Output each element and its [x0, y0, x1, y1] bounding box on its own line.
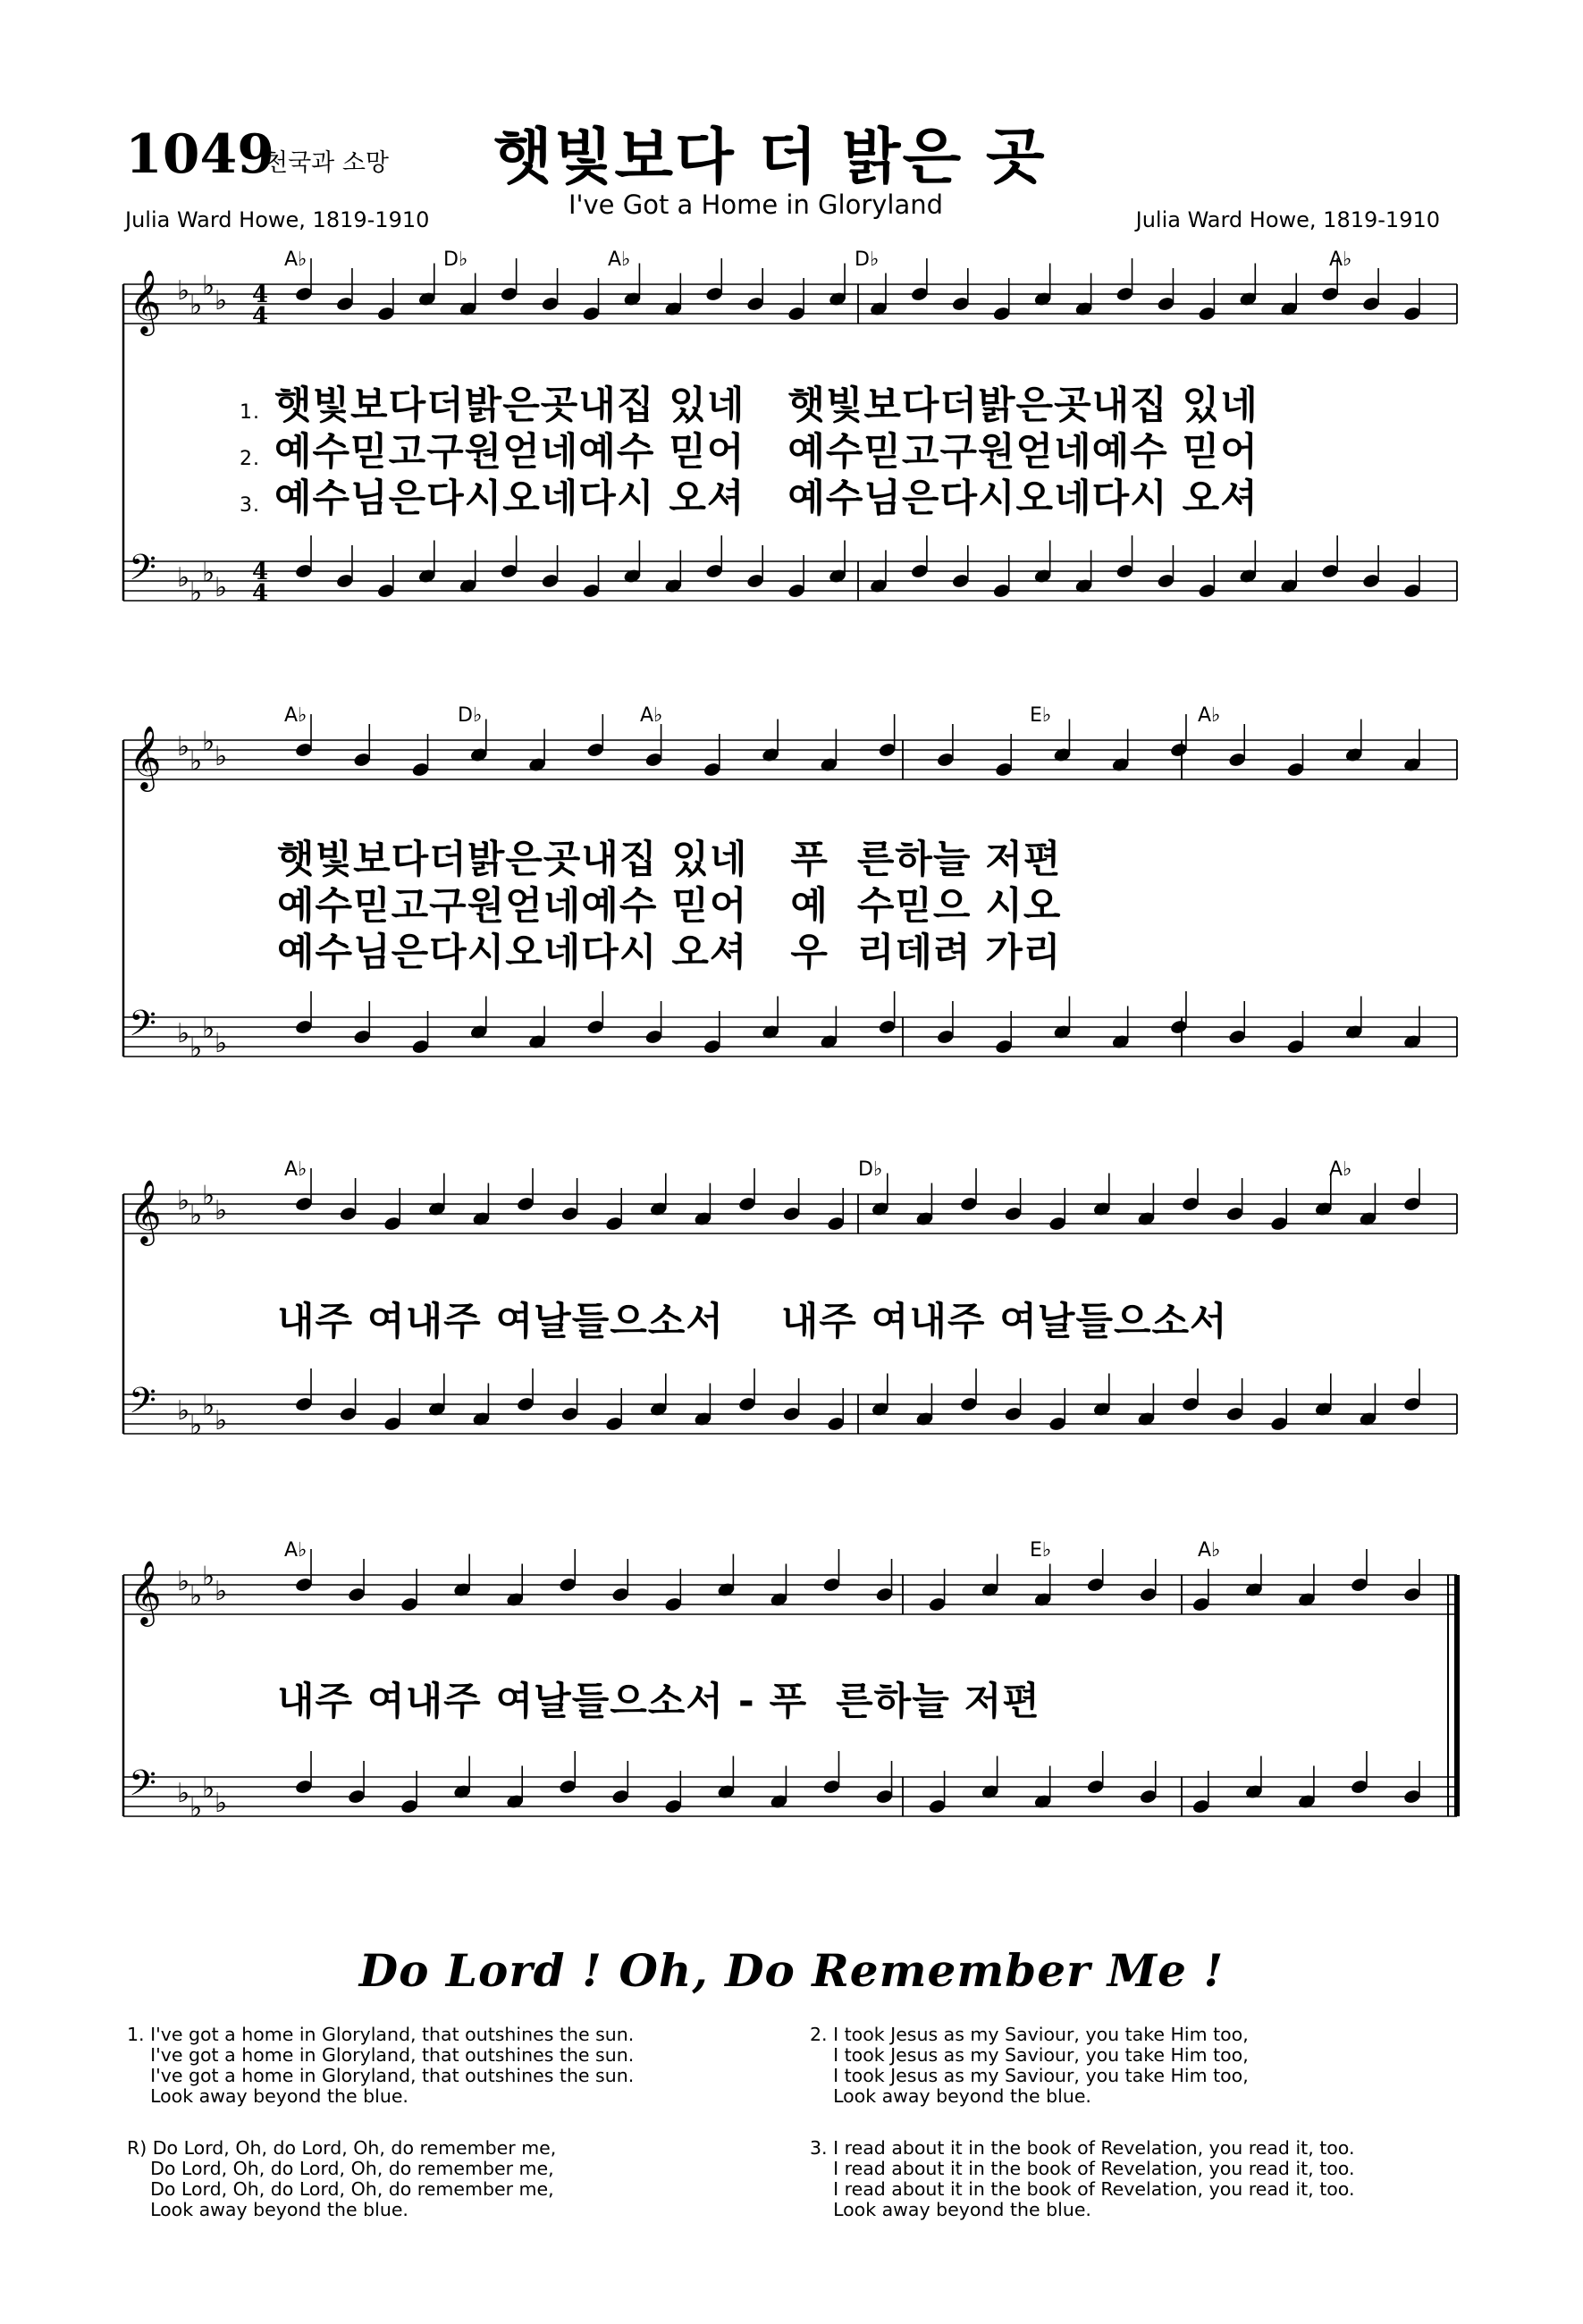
lyric-line: 2. 예수믿고구원얻네예수 믿어 예수믿고구원얻네예수 믿어: [240, 430, 1259, 475]
treble-clef: 𝄞: [129, 1559, 162, 1624]
subtitle: Do Lord ! Oh, Do Remember Me !: [358, 1944, 1225, 1997]
chord-symbol: D♭: [858, 1158, 883, 1181]
flat-sign: ♭: [202, 1180, 215, 1212]
flat-sign: ♭: [177, 731, 190, 762]
english-refrain: R) Do Lord, Oh, do Lord, Oh, do remember me, Do Lord, Oh, do Lord, Oh, do remember me, Do Lord, Oh, do Lord, Oh, do remember me, Look away beyond the blue.: [127, 2137, 557, 2220]
time-signature: 4: [252, 580, 269, 607]
chord-symbol: D♭: [855, 248, 880, 271]
flat-sign: ♭: [202, 726, 215, 758]
chord-symbol: A♭: [640, 704, 663, 727]
flat-sign: ♭: [202, 1390, 215, 1422]
flat-sign: ♭: [189, 1200, 203, 1232]
flat-sign: ♭: [189, 1410, 203, 1442]
flat-sign: ♭: [215, 1405, 228, 1436]
lyric-line: 예수믿고구원얻네예수 믿어 예 수믿으 시오: [277, 884, 1062, 929]
flat-sign: ♭: [215, 285, 228, 316]
flat-sign: ♭: [202, 1561, 215, 1593]
chord-symbol: A♭: [1198, 1539, 1221, 1562]
flat-sign: ♭: [215, 572, 228, 603]
chord-symbol: A♭: [284, 1539, 307, 1562]
flat-sign: ♭: [202, 557, 215, 589]
flat-sign: ♭: [202, 1772, 215, 1805]
time-signature: 4: [252, 559, 269, 585]
chord-symbol: A♭: [284, 704, 307, 727]
lyric-line: 1. 햇빛보다더밝은곳내집 있네 햇빛보다더밝은곳내집 있네: [240, 383, 1259, 428]
bass-clef: 𝄢: [129, 547, 156, 597]
lyric-line: 내주 여내주 여날들으소서 내주 여내주 여날들으소서: [277, 1300, 1228, 1344]
bass-clef: 𝄢: [129, 1003, 156, 1053]
flat-sign: ♭: [177, 562, 190, 594]
time-signature: 4: [252, 303, 269, 330]
english-verse-3: 3. I read about it in the book of Revelation, you read it, too. I read about it in the book of Revelation, you read it, too. I read about it in the book of Revelation, you read it, too. Look away beyond the blue.: [810, 2137, 1355, 2220]
english-verse-1: 1. I've got a home in Gloryland, that outshines the sun. I've got a home in Gloryland, that outshines the sun. I've got a home in Gloryland, that outshines the sun. Look away beyond the blue.: [127, 2024, 635, 2107]
flat-sign: ♭: [189, 745, 203, 778]
flat-sign: ♭: [189, 290, 203, 322]
english-verse-2: 2. I took Jesus as my Saviour, you take Him too, I took Jesus as my Saviour, you take Him too, I took Jesus as my Saviour, you take Him too, Look away beyond the blue.: [810, 2024, 1249, 2107]
lyric-line: 3. 예수님은다시오네다시 오셔 예수님은다시오네다시 오셔: [240, 476, 1259, 521]
flat-sign: ♭: [215, 741, 228, 772]
chord-symbol: A♭: [1329, 1158, 1352, 1181]
treble-clef: 𝄞: [129, 268, 162, 333]
chord-symbol: A♭: [284, 1158, 307, 1181]
flat-sign: ♭: [177, 1185, 190, 1217]
chord-symbol: A♭: [1198, 704, 1221, 727]
lyric-line: 햇빛보다더밝은곳내집 있네 푸 른하늘 저편: [277, 838, 1062, 882]
flat-sign: ♭: [189, 1792, 203, 1824]
hymn-category: 천국과 소망: [265, 149, 389, 177]
flat-sign: ♭: [177, 275, 190, 307]
chord-symbol: E♭: [1030, 704, 1052, 727]
flat-sign: ♭: [189, 577, 203, 609]
page-title: 햇빛보다 더 밝은 곳: [493, 122, 1047, 193]
flat-sign: ♭: [202, 1013, 215, 1045]
english-title: I've Got a Home in Gloryland: [568, 189, 944, 220]
treble-clef: 𝄞: [129, 1178, 162, 1243]
flat-sign: ♭: [177, 1395, 190, 1427]
author-left: Julia Ward Howe, 1819-1910: [125, 207, 430, 232]
flat-sign: ♭: [177, 1566, 190, 1597]
time-signature: 4: [252, 282, 269, 308]
flat-sign: ♭: [177, 1778, 190, 1809]
hymn-number: 1049: [125, 123, 274, 186]
chord-symbol: A♭: [1329, 248, 1352, 271]
flat-sign: ♭: [215, 1788, 228, 1819]
flat-sign: ♭: [215, 1576, 228, 1607]
flat-sign: ♭: [177, 1018, 190, 1049]
flat-sign: ♭: [215, 1195, 228, 1226]
chord-symbol: D♭: [458, 704, 483, 727]
lyric-line: 내주 여내주 여날들으소서 - 푸 른하늘 저편: [277, 1680, 1040, 1724]
author-right: Julia Ward Howe, 1819-1910: [1135, 207, 1440, 232]
lyric-line: 예수님은다시오네다시 오셔 우 리데려 가리: [277, 930, 1062, 975]
flat-sign: ♭: [189, 1032, 203, 1065]
chord-symbol: D♭: [443, 248, 468, 271]
chord-symbol: A♭: [608, 248, 631, 271]
bass-clef: 𝄢: [129, 1763, 156, 1813]
flat-sign: ♭: [202, 270, 215, 302]
chord-symbol: A♭: [284, 248, 307, 271]
flat-sign: ♭: [189, 1580, 203, 1612]
chord-symbol: E♭: [1030, 1539, 1052, 1562]
bass-clef: 𝄢: [129, 1380, 156, 1430]
flat-sign: ♭: [215, 1028, 228, 1059]
treble-clef: 𝄞: [129, 724, 162, 789]
